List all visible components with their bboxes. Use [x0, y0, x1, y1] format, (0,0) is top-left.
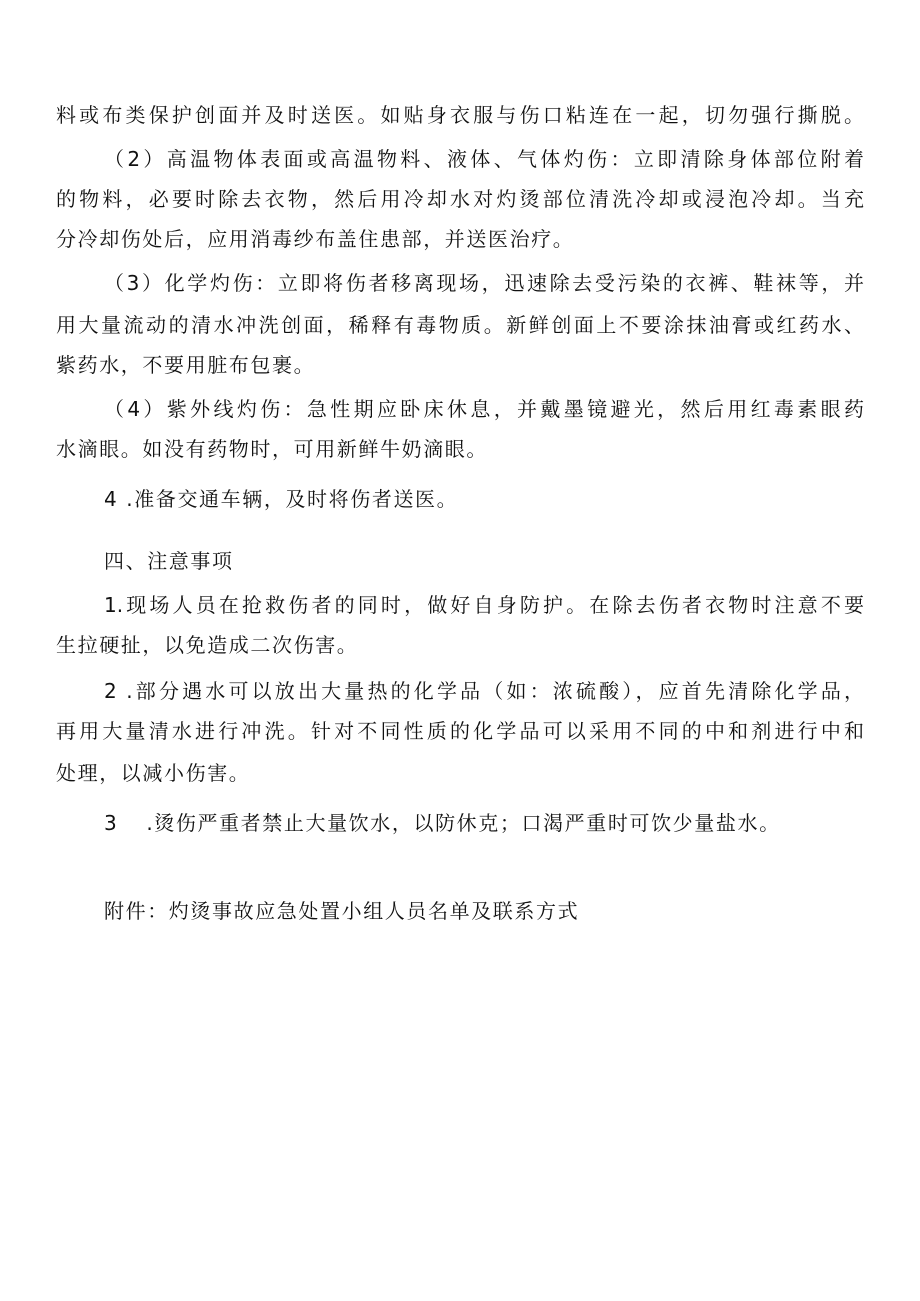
item-number: 3	[104, 811, 119, 835]
paragraph-line	[104, 592, 864, 618]
paragraph-text: 水滴眼。如没有药物时，可用新鲜牛奶滴眼。	[56, 437, 488, 461]
paragraph-text: 处理，以减小伤害。	[56, 761, 251, 785]
paragraph-text: 生拉硬扯，以免造成二次伤害。	[56, 633, 359, 657]
paragraph-text: （3）化学灼伤：立即将伤者移离现场，迅速除去受污染的衣裤、鞋袜等，并	[104, 271, 864, 295]
attachment-text: 附件：灼烫事故应急处置小组人员名单及联系方式	[104, 899, 580, 923]
paragraph-line	[104, 486, 458, 512]
paragraph-line	[56, 352, 315, 378]
paragraph-text: 再用大量清水进行冲洗。针对不同性质的化学品可以采用不同的中和剂进行中和	[56, 719, 864, 743]
paragraph-line	[56, 718, 864, 744]
paragraph-line	[56, 436, 488, 462]
paragraph-line	[104, 146, 864, 172]
section-heading-text: 四、注意事项	[104, 549, 234, 573]
paragraph-line	[56, 186, 864, 212]
paragraph-text: 料或布类保护创面并及时送医。如贴身衣服与伤口粘连在一起，切勿强行撕脱。	[56, 103, 864, 127]
paragraph-line	[104, 396, 864, 422]
paragraph-text: 分冷却伤处后，应用消毒纱布盖住患部，并送医治疗。	[56, 227, 575, 251]
paragraph-line	[104, 270, 864, 296]
paragraph-line	[56, 760, 250, 786]
paragraph-line	[56, 312, 864, 338]
paragraph-text: 4 .准备交通车辆，及时将伤者送医。	[104, 487, 459, 511]
paragraph-text: 紫药水，不要用脏布包裹。	[56, 353, 316, 377]
attachment-line	[104, 898, 579, 924]
paragraph-text: 2 .部分遇水可以放出大量热的化学品（如：浓硫酸），应首先清除化学品，	[104, 679, 864, 703]
section-heading	[104, 548, 234, 574]
paragraph-line	[56, 226, 574, 252]
paragraph-text: （2）高温物体表面或高温物料、液体、气体灼伤：立即清除身体部位附着	[104, 147, 864, 171]
paragraph-line	[104, 810, 781, 836]
paragraph-text: .烫伤严重者禁止大量饮水，以防休克；口渴严重时可饮少量盐水。	[146, 811, 781, 835]
paragraph-line	[104, 678, 864, 704]
paragraph-text: 用大量流动的清水冲洗创面，稀释有毒物质。新鲜创面上不要涂抹油膏或红药水、	[56, 313, 864, 337]
paragraph-text: 1.现场人员在抢救伤者的同时，做好自身防护。在除去伤者衣物时注意不要	[104, 593, 864, 617]
paragraph-line	[56, 102, 864, 128]
paragraph-line	[56, 632, 358, 658]
paragraph-text: 的物料，必要时除去衣物，然后用冷却水对灼烫部位清洗冷却或浸泡冷却。当充	[56, 187, 864, 211]
paragraph-text: （4）紫外线灼伤：急性期应卧床休息，并戴墨镜避光，然后用红毒素眼药	[104, 397, 864, 421]
